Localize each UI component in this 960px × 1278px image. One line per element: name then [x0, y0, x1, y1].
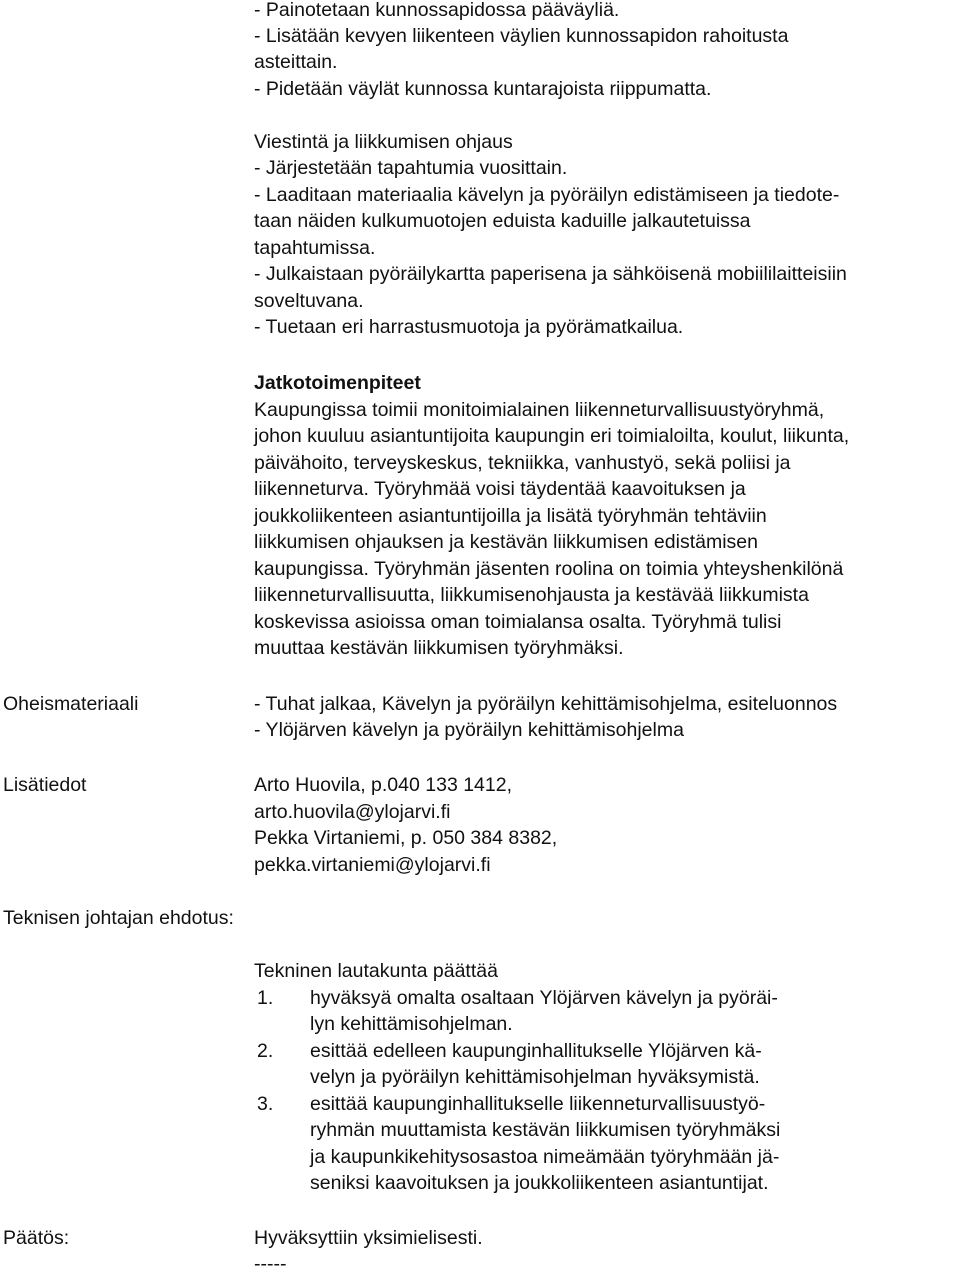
- text-line: taan näiden kulkumuotojen eduista kaduille jalkautetuissa: [254, 210, 751, 232]
- decision-text: Hyväksyttiin yksimielisesti.: [254, 1227, 483, 1249]
- text-line: liikenneturva. Työryhmää voisi täydentää kaavoituksen ja: [254, 478, 746, 500]
- text-line: - Tuetaan eri harrastusmuotoja ja pyörämatkailua.: [254, 316, 684, 338]
- list-item-line: lyn kehittämisohjelman.: [310, 1013, 513, 1035]
- list-item-line: seniksi kaavoituksen ja joukkoliikenteen asiantuntijat.: [310, 1172, 769, 1194]
- text-line: koskevissa asioissa oman toimialansa osalta. Työryhmä tulisi: [254, 611, 782, 633]
- attachment-item: - Ylöjärven kävelyn ja pyöräilyn kehittämisohjelma: [254, 719, 684, 741]
- list-item-line: esittää kaupunginhallitukselle liikenneturvallisuustyö-: [310, 1093, 766, 1115]
- text-line: johon kuuluu asiantuntijoita kaupungin eri toimialoilta, koulut, liikunta,: [254, 425, 850, 447]
- text-line: liikenneturvallisuutta, liikkumisenohjausta ja kestävää liikkumista: [254, 584, 809, 606]
- attachment-item: - Tuhat jalkaa, Kävelyn ja pyöräilyn kehittämisohjelma, esiteluonnos: [254, 693, 838, 715]
- field-label: Lisätiedot: [3, 774, 87, 796]
- list-number: 2.: [257, 1040, 274, 1062]
- text-line: - Lisätään kevyen liikenteen väylien kunnossapidon rahoitusta: [254, 25, 789, 47]
- list-number: 1.: [257, 987, 274, 1009]
- contact-email: pekka.virtaniemi@ylojarvi.fi: [254, 854, 491, 876]
- text-line: asteittain.: [254, 51, 338, 73]
- text-line: soveltuvana.: [254, 290, 364, 312]
- list-item-line: hyväksyä omalta osaltaan Ylöjärven kävelyn ja pyöräi-: [310, 987, 778, 1009]
- contact-line: Pekka Virtaniemi, p. 050 384 8382,: [254, 827, 558, 849]
- section-heading: Jatkotoimenpiteet: [254, 372, 421, 394]
- separator: -----: [254, 1253, 287, 1275]
- text-line: joukkoliikenteen asiantuntijoilla ja lisätä työryhmän tehtäviin: [254, 505, 767, 527]
- field-label: Teknisen johtajan ehdotus:: [3, 907, 234, 929]
- text-line: - Julkaistaan pyöräilykartta paperisena ja sähköisenä mobiililaitteisiin: [254, 263, 847, 285]
- list-item-line: ryhmän muuttamista kestävän liikkumisen työryhmäksi: [310, 1119, 781, 1141]
- contact-line: Arto Huovila, p.040 133 1412,: [254, 774, 513, 796]
- text-line: Kaupungissa toimii monitoimialainen liikenneturvallisuustyöryhmä,: [254, 399, 825, 421]
- field-label: Oheismateriaali: [3, 693, 139, 715]
- text-line: - Järjestetään tapahtumia vuosittain.: [254, 157, 568, 179]
- list-item-line: velyn ja pyöräilyn kehittämisohjelman hyväksymistä.: [310, 1066, 760, 1088]
- text-line: liikkumisen ohjauksen ja kestävän liikkumisen edistämisen: [254, 531, 758, 553]
- text-line: - Pidetään väylät kunnossa kuntarajoista riippumatta.: [254, 78, 712, 100]
- field-label: Päätös:: [3, 1227, 70, 1249]
- list-item-line: esittää edelleen kaupunginhallitukselle Ylöjärven kä-: [310, 1040, 762, 1062]
- text-line: tapahtumissa.: [254, 237, 376, 259]
- text-line: - Painotetaan kunnossapidossa pääväyliä.: [254, 0, 620, 21]
- list-item-line: ja kaupunkikehitysosastoa nimeämään työryhmään jä-: [310, 1146, 780, 1168]
- proposal-intro: Tekninen lautakunta päättää: [254, 960, 498, 982]
- text-line: kaupungissa. Työryhmän jäsenten roolina on toimia yhteyshenkilönä: [254, 558, 844, 580]
- text-line: muuttaa kestävän liikkumisen työryhmäksi.: [254, 637, 624, 659]
- contact-email: arto.huovila@ylojarvi.fi: [254, 801, 451, 823]
- text-line: päivähoito, terveyskeskus, tekniikka, vanhustyö, sekä poliisi ja: [254, 452, 791, 474]
- text-line: - Laaditaan materiaalia kävelyn ja pyöräilyn edistämiseen ja tiedote-: [254, 184, 840, 206]
- list-number: 3.: [257, 1093, 274, 1115]
- section-heading: Viestintä ja liikkumisen ohjaus: [254, 131, 513, 153]
